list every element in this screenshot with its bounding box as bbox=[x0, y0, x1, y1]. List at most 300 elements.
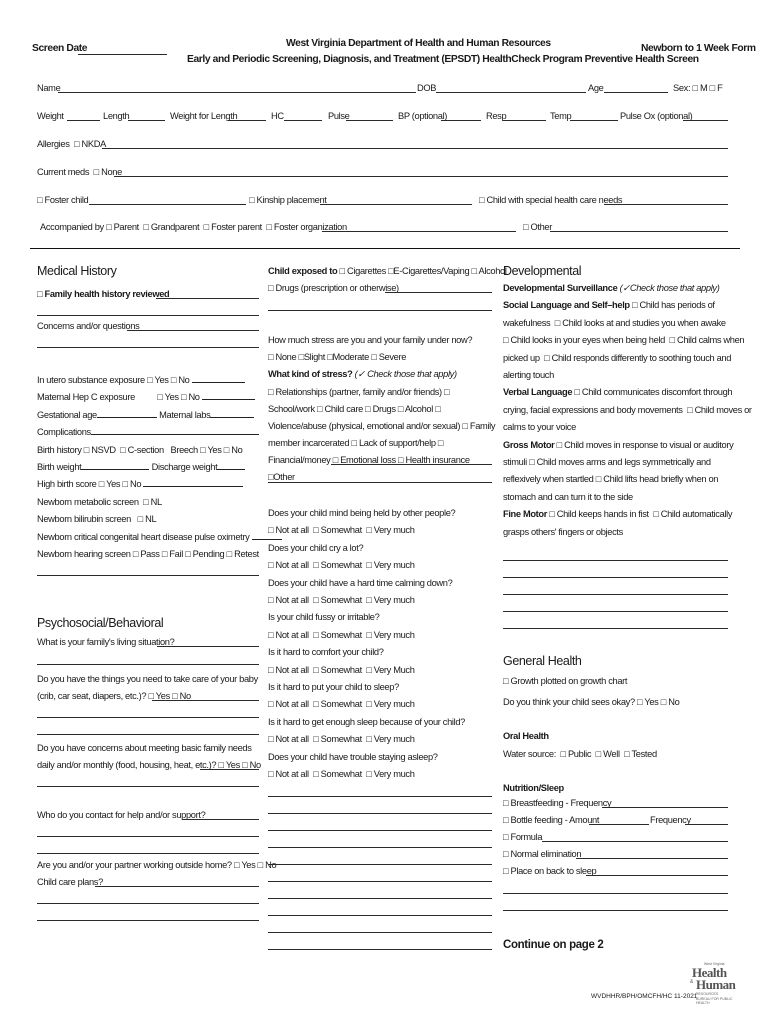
weight-for-length-field[interactable] bbox=[228, 120, 266, 121]
blank-line[interactable] bbox=[37, 734, 259, 735]
gestational-age-label: Gestational age bbox=[37, 409, 97, 420]
checkbox-icon[interactable]: □ bbox=[366, 560, 372, 571]
birth-weight-label: Birth weight bbox=[37, 462, 82, 473]
maternal-hep-c-label: Maternal Hep C exposure bbox=[37, 392, 135, 403]
in-utero-label: In utero substance exposure bbox=[37, 375, 145, 385]
accompanied-row bbox=[40, 221, 347, 233]
violence-label: Violence/abuse (physical, emotional and/or sexual) bbox=[268, 421, 461, 431]
birth-history-label: Birth history bbox=[37, 444, 82, 455]
checkbox-icon[interactable]: □ bbox=[388, 266, 394, 276]
elimination-row bbox=[503, 848, 581, 860]
back-to-sleep-row bbox=[503, 865, 596, 877]
check-apply-note: (✓Check those that apply) bbox=[619, 283, 720, 293]
check-apply-note: (✓ Check those that apply) bbox=[354, 369, 457, 379]
checkbox-icon[interactable]: □ bbox=[157, 392, 163, 403]
public-label: Public bbox=[567, 749, 592, 759]
sex-group bbox=[673, 82, 722, 94]
q-mind-held: Does your child mind being held by other people? bbox=[268, 508, 456, 518]
pulse-field[interactable] bbox=[346, 120, 393, 121]
checkbox-icon[interactable]: □ bbox=[366, 525, 372, 536]
child-care-field[interactable] bbox=[95, 886, 259, 887]
not-at-all-label: Not at all bbox=[275, 699, 309, 710]
checkbox-icon[interactable]: □ bbox=[351, 438, 357, 448]
blank-line[interactable] bbox=[268, 813, 492, 814]
bp-label: BP (optional) bbox=[398, 111, 448, 121]
checkbox-icon[interactable]: □ bbox=[226, 549, 232, 560]
checkbox-icon[interactable]: □ bbox=[687, 404, 693, 415]
blank-line[interactable] bbox=[268, 796, 492, 797]
pass-label: Pass bbox=[140, 549, 160, 560]
checkbox-icon[interactable]: □ bbox=[143, 496, 149, 507]
yes-label: Yes bbox=[155, 691, 170, 701]
things-needed-field[interactable] bbox=[152, 700, 259, 701]
nl-label: NL bbox=[145, 514, 157, 525]
checkbox-icon[interactable]: □ bbox=[268, 734, 274, 745]
foster-org-field[interactable] bbox=[322, 231, 516, 232]
milestone-text: Child keeps hands in fist bbox=[556, 509, 649, 520]
checkbox-icon[interactable]: □ bbox=[268, 472, 274, 482]
resp-label: Resp bbox=[486, 111, 507, 121]
child-care-label: Child care plans? bbox=[37, 877, 103, 887]
stress-kind-label: What kind of stress? bbox=[268, 369, 353, 379]
checkbox-icon[interactable]: □ bbox=[339, 266, 345, 276]
blank-line[interactable] bbox=[37, 575, 259, 576]
checkbox-icon[interactable]: □ bbox=[366, 734, 372, 745]
oral-health-label: Oral Health bbox=[503, 731, 549, 741]
checkbox-icon[interactable]: □ bbox=[268, 595, 274, 606]
milestone-text: wakefulness bbox=[503, 317, 551, 328]
length-field[interactable] bbox=[128, 120, 165, 121]
nsvd-label: NSVD bbox=[91, 444, 116, 455]
checkbox-icon[interactable]: □ bbox=[595, 749, 601, 759]
behavior-questions bbox=[268, 505, 498, 784]
checkbox-icon[interactable]: □ bbox=[444, 387, 450, 397]
checkbox-icon[interactable]: □ bbox=[471, 266, 477, 276]
fine-motor-label: Fine Motor bbox=[503, 509, 548, 520]
checkbox-icon[interactable]: □ bbox=[549, 509, 555, 520]
checkbox-icon[interactable]: □ bbox=[313, 664, 319, 675]
basic-needs-field[interactable] bbox=[200, 769, 259, 770]
allergies-field[interactable] bbox=[102, 148, 728, 149]
drugs-field[interactable] bbox=[385, 292, 492, 293]
q-staying-asleep: Does your child have trouble staying asleep? bbox=[268, 751, 438, 762]
checkbox-icon[interactable]: □ bbox=[332, 455, 338, 465]
blank-line[interactable] bbox=[37, 717, 259, 718]
severe-label: Severe bbox=[378, 352, 407, 362]
checkbox-icon[interactable]: □ bbox=[242, 760, 248, 770]
other-stress-field[interactable] bbox=[331, 464, 492, 465]
breastfeeding-row bbox=[503, 797, 611, 809]
formula-field[interactable] bbox=[542, 841, 728, 842]
checkbox-icon[interactable]: □ bbox=[371, 352, 377, 362]
checkbox-icon[interactable]: □ bbox=[397, 404, 404, 414]
checkbox-icon[interactable]: □ bbox=[313, 699, 319, 710]
blank-line[interactable] bbox=[503, 560, 728, 561]
form-code: WVDHHR/BPH/OMCFH/HC 11-2021 bbox=[591, 993, 698, 1000]
living-situation-field[interactable] bbox=[157, 646, 259, 647]
checkbox-icon[interactable]: □ bbox=[595, 474, 601, 485]
checkbox-icon[interactable]: □ bbox=[544, 352, 550, 363]
checkbox-icon[interactable]: □ bbox=[200, 444, 206, 455]
checkbox-icon[interactable]: □ bbox=[503, 849, 509, 859]
dob-label: DOB bbox=[417, 83, 437, 93]
dob-field[interactable] bbox=[436, 92, 586, 93]
blank-line[interactable] bbox=[37, 315, 259, 316]
weight-field[interactable] bbox=[67, 120, 100, 121]
checkbox-icon[interactable]: □ bbox=[366, 769, 372, 780]
checkbox-icon[interactable]: □ bbox=[268, 699, 274, 710]
breastfeeding-label: Breastfeeding - Frequency bbox=[510, 798, 612, 808]
basic-needs-label: Do you have concerns about meeting basic family needs daily and/or monthly (food, housing, heat, etc.)? bbox=[37, 743, 252, 770]
blank-line[interactable] bbox=[268, 949, 492, 950]
q-calming: Does your child have a hard time calming down? bbox=[268, 577, 453, 588]
sex-m-label: M bbox=[699, 83, 708, 93]
blank-line[interactable] bbox=[503, 910, 728, 911]
maternal-labs-label: Maternal labs bbox=[159, 409, 211, 420]
logo-state-text: West Virginia bbox=[704, 962, 725, 966]
checkbox-icon[interactable]: □ bbox=[132, 549, 139, 560]
checkbox-icon[interactable]: □ bbox=[257, 860, 263, 870]
not-at-all-label: Not at all bbox=[275, 595, 309, 606]
age-label: Age bbox=[588, 83, 604, 93]
checkbox-icon[interactable]: □ bbox=[366, 664, 372, 675]
checkbox-icon[interactable]: □ bbox=[660, 697, 666, 707]
checkbox-icon[interactable]: □ bbox=[366, 629, 372, 640]
milestone-text: Child moves or bbox=[694, 404, 752, 415]
name-field[interactable] bbox=[58, 92, 416, 93]
pulse-ox-field[interactable] bbox=[683, 120, 728, 121]
checkbox-icon[interactable]: □ bbox=[503, 676, 509, 686]
foster-child-field[interactable] bbox=[89, 204, 246, 205]
q-enough-sleep: Is it hard to get enough sleep because of your child? bbox=[268, 716, 465, 727]
blank-line[interactable] bbox=[37, 786, 259, 787]
checkbox-icon[interactable]: □ bbox=[479, 195, 485, 205]
weight-label: Weight bbox=[37, 111, 64, 121]
blank-line[interactable] bbox=[503, 628, 728, 629]
blank-line[interactable] bbox=[503, 577, 728, 578]
child-exposed-row bbox=[268, 265, 507, 277]
checkbox-icon[interactable]: □ bbox=[148, 691, 154, 701]
kinship-label: Kinship placement bbox=[256, 195, 327, 205]
checkbox-icon[interactable]: □ bbox=[503, 866, 509, 876]
slight-label: Slight bbox=[303, 352, 325, 362]
complications-label: Complications bbox=[37, 427, 91, 438]
current-meds-label: Current meds bbox=[37, 167, 90, 177]
bottle-amount-field[interactable] bbox=[589, 824, 649, 825]
checkbox-icon[interactable]: □ bbox=[313, 560, 319, 571]
resp-field[interactable] bbox=[503, 120, 546, 121]
medical-history-title: Medical History bbox=[37, 264, 117, 278]
checkbox-icon[interactable]: □ bbox=[709, 83, 715, 93]
not-at-all-label: Not at all bbox=[275, 664, 309, 675]
answer-row bbox=[268, 696, 498, 713]
blank-line[interactable] bbox=[268, 310, 492, 311]
milestone-text: Child looks in your eyes when being held bbox=[510, 335, 665, 346]
bp-field[interactable] bbox=[441, 120, 481, 121]
checkbox-icon[interactable]: □ bbox=[106, 222, 112, 232]
very-much-label: Very much bbox=[373, 699, 415, 710]
nl-label: NL bbox=[150, 496, 162, 507]
concerns-field[interactable] bbox=[127, 330, 259, 331]
breastfeeding-field[interactable] bbox=[602, 807, 728, 808]
formula-label: Formula bbox=[510, 832, 543, 842]
blank-line[interactable] bbox=[268, 881, 492, 882]
well-label: Well bbox=[603, 749, 620, 759]
form-name: Newborn to 1 Week Form bbox=[641, 43, 756, 54]
checkbox-icon[interactable]: □ bbox=[122, 479, 128, 490]
checkbox-icon[interactable]: □ bbox=[170, 375, 177, 385]
checkbox-icon[interactable]: □ bbox=[313, 734, 319, 745]
checkbox-icon[interactable]: □ bbox=[503, 335, 509, 346]
checkbox-icon[interactable]: □ bbox=[137, 514, 143, 525]
yes-label: Yes bbox=[154, 375, 169, 385]
checkbox-icon[interactable]: □ bbox=[268, 525, 274, 536]
developmental-title: Developmental bbox=[503, 264, 582, 278]
blank-line[interactable] bbox=[503, 893, 728, 894]
frequency-label: Frequency bbox=[650, 815, 691, 825]
milestone-text: Child has periods of bbox=[639, 300, 715, 311]
drugs-label: Drugs (prescription or otherwise) bbox=[275, 283, 399, 293]
family-history-field[interactable] bbox=[156, 298, 259, 299]
blank-line[interactable] bbox=[37, 347, 259, 348]
working-label: Are you and/or your partner working outside home? bbox=[37, 860, 232, 870]
milestone-text: Child lifts head briefly when on bbox=[603, 474, 719, 485]
somewhat-label: Somewhat bbox=[320, 699, 362, 710]
no-label: No bbox=[668, 697, 680, 707]
checkbox-icon[interactable]: □ bbox=[503, 832, 509, 842]
checkbox-icon[interactable]: □ bbox=[574, 387, 580, 398]
wvdhhr-logo bbox=[690, 962, 738, 1004]
weight-for-length-label: Weight for Length bbox=[170, 111, 238, 121]
q-sleep: Is it hard to put your child to sleep? bbox=[268, 682, 399, 693]
checkbox-icon[interactable]: □ bbox=[203, 222, 209, 232]
no-label: No bbox=[129, 479, 142, 490]
working-row bbox=[37, 859, 276, 871]
growth-label: Growth plotted on growth chart bbox=[510, 676, 628, 686]
psychosocial-title: Psychosocial/Behavioral bbox=[37, 616, 164, 630]
checkbox-icon[interactable]: □ bbox=[437, 438, 444, 448]
checkbox-icon[interactable]: □ bbox=[366, 699, 372, 710]
blank-line[interactable] bbox=[37, 920, 259, 921]
stress-question bbox=[268, 334, 472, 346]
blank-line[interactable] bbox=[37, 903, 259, 904]
allergies-label: Allergies bbox=[37, 139, 70, 149]
checkbox-icon[interactable]: □ bbox=[503, 798, 509, 808]
temp-field[interactable] bbox=[570, 120, 618, 121]
other-stress-label: Other bbox=[273, 472, 295, 482]
checkbox-icon[interactable]: □ bbox=[268, 387, 274, 397]
checkbox-icon[interactable]: □ bbox=[327, 352, 333, 362]
checkbox-icon[interactable]: □ bbox=[268, 352, 274, 362]
sees-okay-row bbox=[503, 696, 679, 708]
checkbox-icon[interactable]: □ bbox=[523, 222, 529, 232]
grandparent-label: Grandparent bbox=[150, 222, 200, 232]
milestone-text: Child communicates discomfort through bbox=[581, 387, 733, 398]
blank-line[interactable] bbox=[37, 664, 259, 665]
checkbox-icon[interactable]: □ bbox=[161, 549, 168, 560]
logo-health-text: Health bbox=[692, 965, 727, 980]
alcohol-label: Alcohol bbox=[478, 266, 507, 276]
blank-line[interactable] bbox=[268, 915, 492, 916]
logo-ampersand: & bbox=[690, 979, 694, 985]
checkbox-icon[interactable]: □ bbox=[172, 691, 178, 701]
blank-line[interactable] bbox=[268, 847, 492, 848]
checkbox-icon[interactable]: □ bbox=[218, 760, 224, 770]
checkbox-icon[interactable]: □ bbox=[529, 457, 535, 468]
checkbox-icon[interactable]: □ bbox=[268, 769, 274, 780]
checkbox-icon[interactable]: □ bbox=[556, 439, 562, 450]
logo-bureau-text: BUREAU FOR PUBLIC HEALTH bbox=[696, 997, 733, 1005]
nkda-label: NKDA bbox=[81, 139, 106, 149]
contact-support-field[interactable] bbox=[182, 819, 259, 820]
checkbox-icon[interactable]: □ bbox=[365, 404, 371, 414]
checkbox-icon[interactable]: □ bbox=[73, 139, 80, 149]
water-source-row bbox=[503, 748, 657, 760]
logo-resources-text: RESOURCES bbox=[696, 992, 719, 996]
yes-label: Yes bbox=[644, 697, 659, 707]
blank-line[interactable] bbox=[268, 482, 492, 483]
milestone-text: stomach and can turn it to the side bbox=[503, 491, 633, 502]
milestone-text: calms to your voice bbox=[503, 422, 576, 433]
checkbox-icon[interactable]: □ bbox=[313, 629, 319, 640]
blank-line[interactable] bbox=[268, 864, 492, 865]
high-birth-score-label: High birth score bbox=[37, 479, 97, 490]
checkbox-icon[interactable]: □ bbox=[185, 549, 191, 560]
checkbox-icon[interactable]: □ bbox=[268, 629, 274, 640]
school-work-label: School/work bbox=[268, 404, 315, 414]
kinship-field[interactable] bbox=[320, 204, 472, 205]
checkbox-icon[interactable]: □ bbox=[637, 697, 643, 707]
checkbox-icon[interactable]: □ bbox=[692, 83, 698, 93]
checkbox-icon[interactable]: □ bbox=[624, 749, 630, 759]
checkbox-icon[interactable]: □ bbox=[268, 560, 274, 571]
very-much-label: Very much bbox=[373, 525, 415, 536]
checkbox-icon[interactable]: □ bbox=[560, 749, 566, 759]
bottle-frequency-field[interactable] bbox=[685, 824, 728, 825]
checkbox-icon[interactable]: □ bbox=[83, 444, 90, 455]
very-much-label: Very much bbox=[373, 595, 415, 606]
none-label: None bbox=[101, 167, 122, 177]
bottle-row bbox=[503, 814, 599, 826]
milestone-text: Child looks at and studies you when awake bbox=[562, 317, 726, 328]
not-at-all-label: Not at all bbox=[275, 525, 309, 536]
checkbox-icon[interactable]: □ bbox=[313, 525, 319, 536]
checkbox-icon[interactable]: □ bbox=[653, 509, 659, 520]
checkbox-icon[interactable]: □ bbox=[98, 479, 105, 490]
nutrition-label: Nutrition/Sleep bbox=[503, 783, 564, 793]
checkbox-icon[interactable]: □ bbox=[37, 195, 43, 205]
checkbox-icon[interactable]: □ bbox=[298, 352, 304, 362]
checkbox-icon[interactable]: □ bbox=[503, 815, 509, 825]
checkbox-icon[interactable]: □ bbox=[462, 421, 468, 431]
blank-line[interactable] bbox=[503, 594, 728, 595]
screen-date-field[interactable] bbox=[78, 54, 167, 55]
checkbox-icon[interactable]: □ bbox=[233, 860, 240, 870]
age-field[interactable] bbox=[604, 92, 668, 93]
yes-label: Yes bbox=[225, 760, 240, 770]
checkbox-icon[interactable]: □ bbox=[37, 289, 43, 299]
newborn-metabolic-label: Newborn metabolic screen bbox=[37, 496, 139, 507]
allergies-row bbox=[37, 138, 106, 150]
other-field[interactable] bbox=[550, 231, 728, 232]
blank-line[interactable] bbox=[37, 836, 259, 837]
very-much-label: Very much bbox=[373, 629, 415, 640]
checkbox-icon[interactable]: □ bbox=[249, 195, 255, 205]
checkbox-icon[interactable]: □ bbox=[313, 595, 319, 606]
blank-line[interactable] bbox=[268, 830, 492, 831]
special-needs-field[interactable] bbox=[604, 204, 728, 205]
pulse-label: Pulse bbox=[328, 111, 350, 121]
checkbox-icon[interactable]: □ bbox=[317, 404, 323, 414]
no-label: No bbox=[188, 392, 200, 403]
things-needed-label: Do you have the things you need to take care of your baby (crib, car seat, diapers, etc.)? bbox=[37, 674, 258, 701]
checkbox-icon[interactable]: □ bbox=[93, 167, 99, 177]
checkbox-icon[interactable]: □ bbox=[266, 222, 272, 232]
checkbox-icon[interactable]: □ bbox=[435, 404, 441, 414]
social-language-label: Social Language and Self–help bbox=[503, 300, 630, 311]
checkbox-icon[interactable]: □ bbox=[223, 444, 230, 455]
logo-human-text: Human bbox=[696, 977, 736, 992]
somewhat-label: Somewhat bbox=[320, 629, 362, 640]
length-label: Length bbox=[103, 111, 130, 121]
name-label: Name bbox=[37, 83, 61, 93]
checkbox-icon[interactable]: □ bbox=[397, 455, 404, 465]
not-at-all-label: Not at all bbox=[275, 734, 309, 745]
stress-level-row bbox=[268, 351, 406, 363]
somewhat-label: Somewhat bbox=[320, 525, 362, 536]
back-to-sleep-field[interactable] bbox=[586, 875, 728, 876]
checkbox-icon[interactable]: □ bbox=[632, 300, 638, 311]
bottle-label: Bottle feeding - Amount bbox=[510, 815, 600, 825]
retest-label: Retest bbox=[234, 549, 259, 560]
no-label: No bbox=[178, 375, 190, 385]
checkbox-icon[interactable]: □ bbox=[120, 444, 126, 455]
checkbox-icon[interactable]: □ bbox=[669, 335, 675, 346]
checkbox-icon[interactable]: □ bbox=[147, 375, 153, 385]
family-history-label: Family health history reviewed bbox=[44, 289, 170, 299]
stress-types-block bbox=[268, 384, 496, 486]
sees-okay-label: Do you think your child sees okay? bbox=[503, 697, 635, 707]
current-meds-field[interactable] bbox=[114, 176, 728, 177]
answer-row bbox=[268, 522, 498, 539]
blank-line[interactable] bbox=[37, 853, 259, 854]
checkbox-icon[interactable]: □ bbox=[554, 317, 561, 328]
elimination-field[interactable] bbox=[576, 858, 728, 859]
checkbox-icon[interactable]: □ bbox=[313, 769, 319, 780]
tested-label: Tested bbox=[631, 749, 657, 759]
checkbox-icon[interactable]: □ bbox=[180, 392, 187, 403]
stress-question-label: How much stress are you and your family under now? bbox=[268, 335, 473, 345]
q-comfort: Is it hard to comfort your child? bbox=[268, 647, 384, 658]
blank-line[interactable] bbox=[268, 932, 492, 933]
special-needs-row bbox=[479, 194, 622, 206]
sex-label: Sex: bbox=[673, 83, 691, 93]
hc-field[interactable] bbox=[284, 120, 322, 121]
milestone-text: Child moves arms and legs symmetrically and bbox=[536, 457, 711, 468]
blank-line[interactable] bbox=[503, 611, 728, 612]
breech-label: Breech bbox=[170, 444, 198, 455]
checkbox-icon[interactable]: □ bbox=[268, 283, 274, 293]
checkbox-icon[interactable]: □ bbox=[143, 222, 149, 232]
cigarettes-label: Cigarettes bbox=[347, 266, 386, 276]
c-section-label: C-section bbox=[127, 444, 164, 455]
checkbox-icon[interactable]: □ bbox=[366, 595, 372, 606]
somewhat-label: Somewhat bbox=[320, 560, 362, 571]
answer-row bbox=[268, 592, 498, 609]
checkbox-icon[interactable]: □ bbox=[268, 664, 274, 675]
blank-line[interactable] bbox=[268, 898, 492, 899]
somewhat-label: Somewhat bbox=[320, 734, 362, 745]
